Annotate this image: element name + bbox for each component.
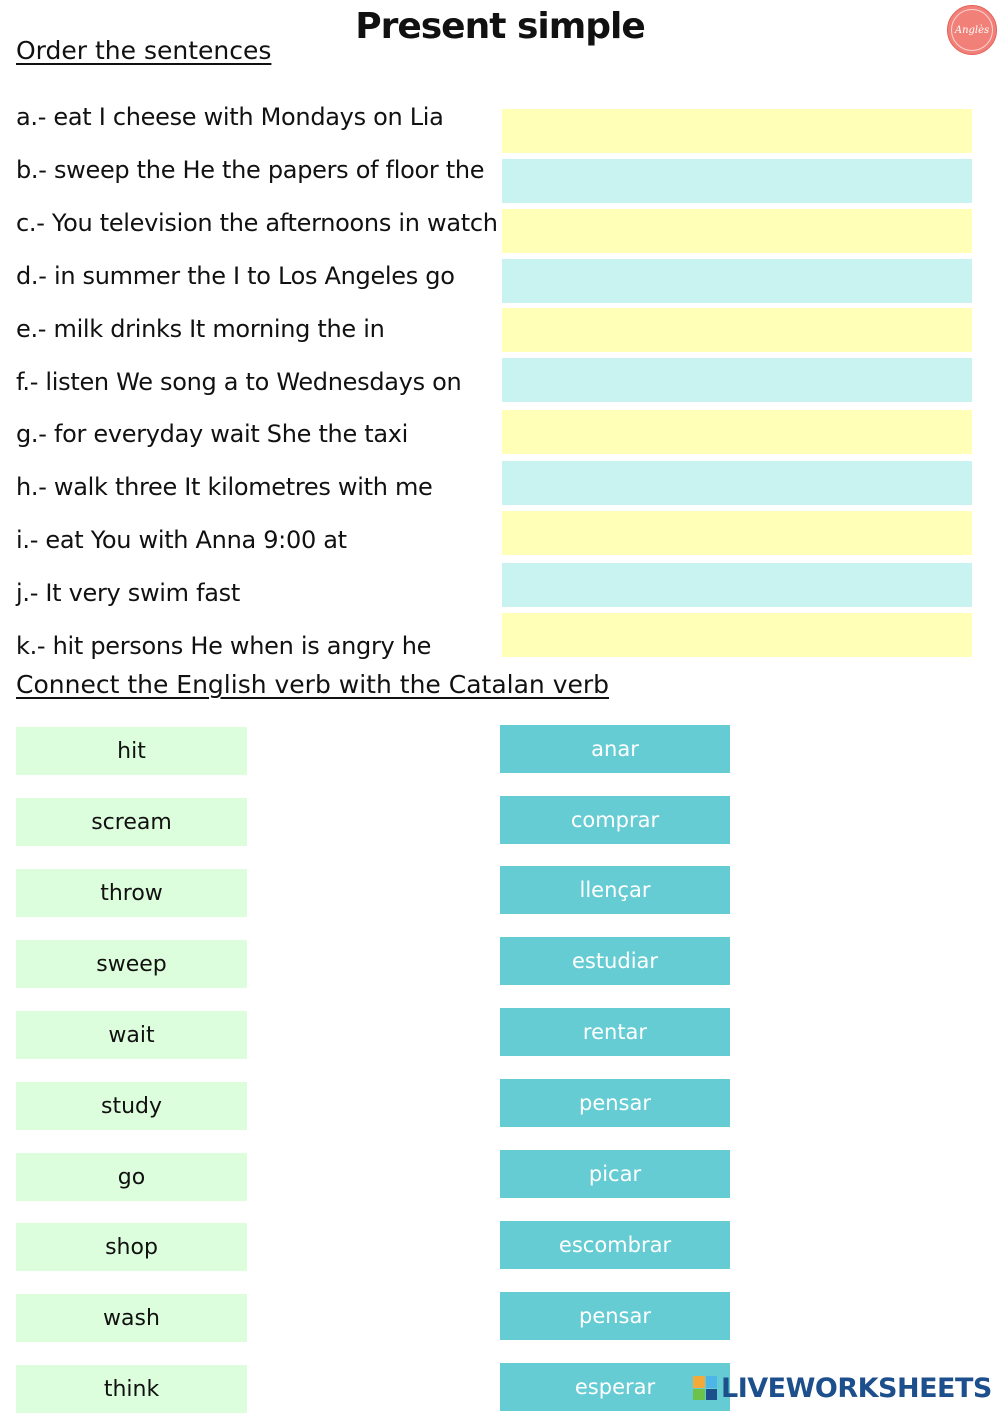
answer-field-a[interactable] [502,109,972,153]
sentence-i: i.- eat You with Anna 9:00 at [16,526,347,554]
english-verb-scream[interactable]: scream [16,798,247,846]
sentence-d: d.- in summer the I to Los Angeles go [16,262,455,290]
sentence-h: h.- walk three It kilometres with me [16,473,433,501]
angles-logo [947,5,997,55]
answer-field-j[interactable] [502,563,972,607]
english-verb-wait[interactable]: wait [16,1011,247,1059]
section-heading-order: Order the sentences [16,36,272,65]
logo-text: Anglès [951,9,993,51]
catalan-verb-pensar[interactable]: pensar [500,1079,730,1127]
catalan-verb-llencar[interactable]: llençar [500,866,730,914]
english-verb-hit[interactable]: hit [16,727,247,775]
sentence-j: j.- It very swim fast [16,579,240,607]
english-verb-study[interactable]: study [16,1082,247,1130]
answer-field-f[interactable] [502,358,972,402]
catalan-verb-escombrar[interactable]: escombrar [500,1221,730,1269]
sentence-b: b.- sweep the He the papers of floor the [16,156,485,184]
answer-field-k[interactable] [502,613,972,657]
answer-field-h[interactable] [502,461,972,505]
liveworksheets-brand [693,1370,992,1406]
sentence-c: c.- You television the afternoons in watch [16,209,498,237]
answer-field-g[interactable] [502,410,972,454]
english-verb-think[interactable]: think [16,1365,247,1413]
catalan-verb-estudiar[interactable]: estudiar [500,937,730,985]
english-verb-sweep[interactable]: sweep [16,940,247,988]
answer-field-c[interactable] [502,209,972,253]
sentence-a: a.- eat I cheese with Mondays on Lia [16,103,444,131]
catalan-verb-pensar-2[interactable]: pensar [500,1292,730,1340]
page-title: Present simple [355,6,645,47]
english-verb-throw[interactable]: throw [16,869,247,917]
sentence-e: e.- milk drinks It morning the in [16,315,385,343]
brand-name: LIVEWORKSHEETS [721,1372,992,1404]
catalan-verb-anar[interactable]: anar [500,725,730,773]
answer-field-i[interactable] [502,511,972,555]
english-verb-wash[interactable]: wash [16,1294,247,1342]
sentence-f: f.- listen We song a to Wednesdays on [16,368,462,396]
answer-field-b[interactable] [502,159,972,203]
section-heading-connect: Connect the English verb with the Catalan verb [16,670,610,699]
sentence-k: k.- hit persons He when is angry he [16,632,432,660]
answer-field-d[interactable] [502,259,972,303]
liveworksheets-logo-icon [693,1376,717,1400]
catalan-verb-comprar[interactable]: comprar [500,796,730,844]
answer-field-e[interactable] [502,308,972,352]
catalan-verb-esperar[interactable]: esperar [500,1363,730,1411]
catalan-verb-picar[interactable]: picar [500,1150,730,1198]
english-verb-go[interactable]: go [16,1153,247,1201]
catalan-verb-rentar[interactable]: rentar [500,1008,730,1056]
sentence-g: g.- for everyday wait She the taxi [16,420,409,448]
english-verb-shop[interactable]: shop [16,1223,247,1271]
